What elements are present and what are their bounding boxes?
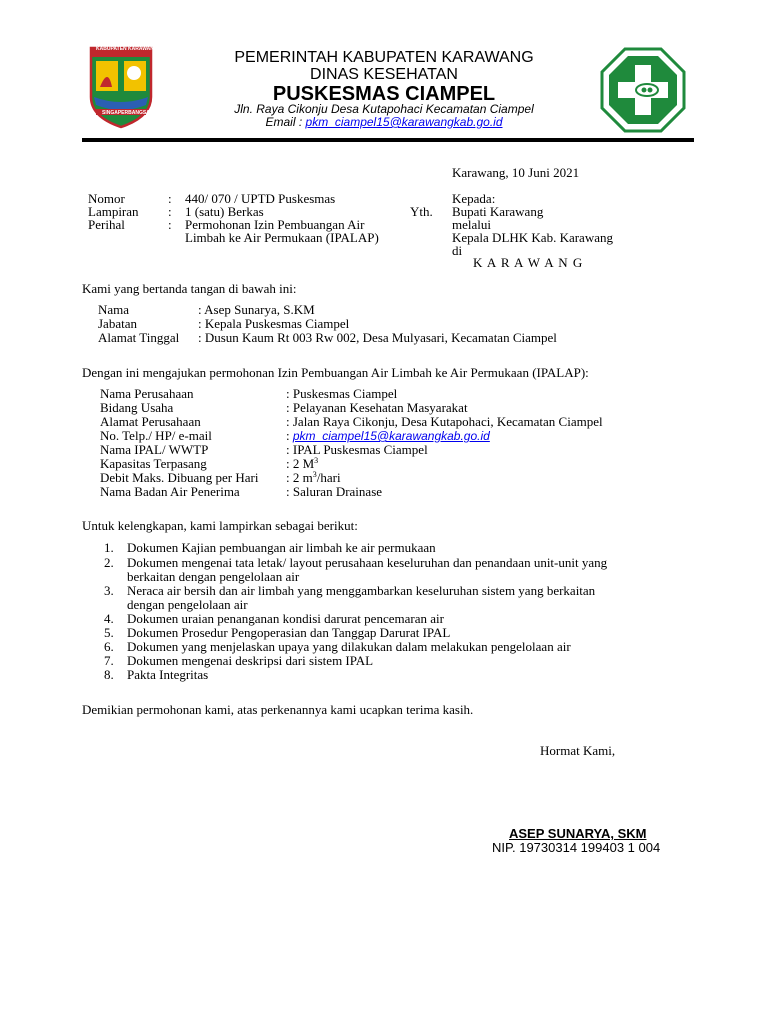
closing-text: Demikian permohonan kami, atas perkenannya kami ucapkan terima kasih. — [82, 702, 474, 717]
attachment-num: 7. — [104, 653, 114, 668]
puskesmas-logo — [600, 47, 686, 133]
company-penerima-value: : Saluran Drainase — [286, 484, 383, 499]
signature-nip: NIP. 19730314 199403 1 004 — [492, 840, 661, 855]
attachment-text: Dokumen yang menjelaskan upaya yang dilakukan dalam melakukan pengelolaan air — [127, 639, 571, 654]
meta-perihal-value-2: Limbah ke Air Permukaan (IPALAP) — [185, 230, 379, 245]
attachment-text: Dokumen mengenai deskripsi dari sistem IPAL — [127, 653, 374, 668]
kapasitas-value: : 2 M — [286, 456, 315, 471]
company-contact-label: No. Telp./ HP/ e-mail — [100, 428, 212, 443]
kapasitas-sup: 3 — [314, 456, 319, 465]
recipient-line2: melalui — [452, 217, 491, 232]
attachment-num: 4. — [104, 611, 114, 626]
attachment-text: Pakta Integritas — [127, 667, 209, 682]
place-date: Karawang, 10 Juni 2021 — [452, 165, 580, 180]
company-penerima-label: Nama Badan Air Penerima — [100, 484, 240, 499]
attachment-num: 5. — [104, 625, 114, 640]
debit-value: : 2 m — [286, 470, 313, 485]
attachment-text-2: berkaitan dengan pengelolaan air — [127, 569, 300, 584]
request-intro: Dengan ini mengajukan permohonan Izin Pembuangan Air Limbah ke Air Permukaan (IPALAP): — [82, 365, 589, 380]
meta-perihal-label: Perihal — [88, 217, 125, 232]
attach-intro: Untuk kelengkapan, kami lampirkan sebagai berikut: — [82, 518, 358, 533]
recipient-kepada: Kepada: — [452, 191, 496, 206]
meta-perihal-colon: : — [168, 217, 172, 232]
signature-greeting: Hormat Kami, — [540, 743, 616, 758]
company-ipal-label: Nama IPAL/ WWTP — [100, 442, 209, 457]
signature-name: ASEP SUNARYA, SKM — [509, 826, 647, 841]
meta-lampiran-label: Lampiran — [88, 204, 139, 219]
company-contact-email-link[interactable]: pkm_ciampel15@karawangkab.go.id — [292, 429, 490, 443]
signer-alamat-label: Alamat Tinggal — [98, 330, 180, 345]
company-nama-label: Nama Perusahaan — [100, 386, 194, 401]
signer-jabatan-label: Jabatan — [98, 316, 137, 331]
header-divider — [82, 138, 694, 142]
signer-nama-value: : Asep Sunarya, S.KM — [198, 302, 315, 317]
contact-colon: : — [286, 428, 290, 443]
company-bidang-label: Bidang Usaha — [100, 400, 174, 415]
attachment-text: Dokumen mengenai tata letak/ layout perusahaan keseluruhan dan penandaan unit-unit yang — [127, 555, 608, 570]
meta-lampiran-value: 1 (satu) Berkas — [185, 204, 264, 219]
attachment-text-2: dengan pengelolaan air — [127, 597, 248, 612]
meta-nomor-value: 440/ 070 / UPTD Puskesmas — [185, 191, 336, 206]
email-label: Email : — [265, 115, 303, 129]
signer-alamat-value: : Dusun Kaum Rt 003 Rw 002, Desa Mulyasari, Kecamatan Ciampel — [198, 330, 557, 345]
company-kapasitas-label: Kapasitas Terpasang — [100, 456, 207, 471]
logo-text-top: KABUPATEN KARAWANG — [96, 46, 158, 52]
signer-nama-label: Nama — [98, 302, 130, 317]
attachment-text: Dokumen uraian penanganan kondisi darurat pencemaran air — [127, 611, 444, 626]
header-dinas: DINAS KESEHATAN — [310, 66, 458, 83]
company-kapasitas-value — [286, 457, 318, 471]
logo-text-bottom: SINGAPERBANGSA — [102, 110, 150, 116]
attachment-num: 3. — [104, 583, 114, 598]
company-contact-value — [286, 429, 490, 443]
meta-perihal-value: Permohonan Izin Pembuangan Air — [185, 217, 365, 232]
recipient-line4: di — [452, 243, 463, 258]
company-bidang-value: : Pelayanan Kesehatan Masyarakat — [286, 400, 468, 415]
company-nama-value: : Puskesmas Ciampel — [286, 386, 398, 401]
company-debit-label: Debit Maks. Dibuang per Hari — [100, 470, 259, 485]
debit-sup: 3 — [312, 470, 317, 479]
attachment-text: Neraca air bersih dan air limbah yang menggambarkan keseluruhan sistem yang berkaitan — [127, 583, 596, 598]
intro-text: Kami yang bertanda tangan di bawah ini: — [82, 281, 297, 296]
meta-nomor-colon: : — [168, 191, 172, 206]
recipient-line3: Kepala DLHK Kab. Karawang — [452, 230, 613, 245]
signer-jabatan-value: : Kepala Puskesmas Ciampel — [198, 316, 350, 331]
company-ipal-value: : IPAL Puskesmas Ciampel — [286, 442, 428, 457]
attachment-text: Dokumen Prosedur Pengoperasian dan Tanggap Darurat IPAL — [127, 625, 451, 640]
attachment-num: 6. — [104, 639, 114, 654]
company-alamat-label: Alamat Perusahaan — [100, 414, 201, 429]
company-debit-value — [286, 471, 341, 485]
recipient-city: K A R A W A N G — [473, 255, 584, 270]
header-puskesmas: PUSKESMAS CIAMPEL — [272, 83, 496, 105]
recipient-yth: Yth. — [410, 204, 433, 219]
attachment-text: Dokumen Kajian pembuangan air limbah ke air permukaan — [127, 540, 436, 555]
header-government: PEMERINTAH KABUPATEN KARAWANG — [234, 49, 534, 66]
meta-lampiran-colon: : — [168, 204, 172, 219]
attachment-num: 2. — [104, 555, 114, 570]
meta-nomor-label: Nomor — [88, 191, 125, 206]
attachment-num: 8. — [104, 667, 114, 682]
header-email-link[interactable]: pkm_ciampel15@karawangkab.go.id — [305, 115, 503, 129]
header-address: Jln. Raya Cikonju Desa Kutapohaci Kecamatan Ciampel — [234, 102, 534, 116]
attachment-num: 1. — [104, 540, 114, 555]
recipient-line1: Bupati Karawang — [452, 204, 544, 219]
company-alamat-value: : Jalan Raya Cikonju, Desa Kutapohaci, Kecamatan Ciampel — [286, 414, 603, 429]
debit-unit: /hari — [316, 470, 341, 485]
